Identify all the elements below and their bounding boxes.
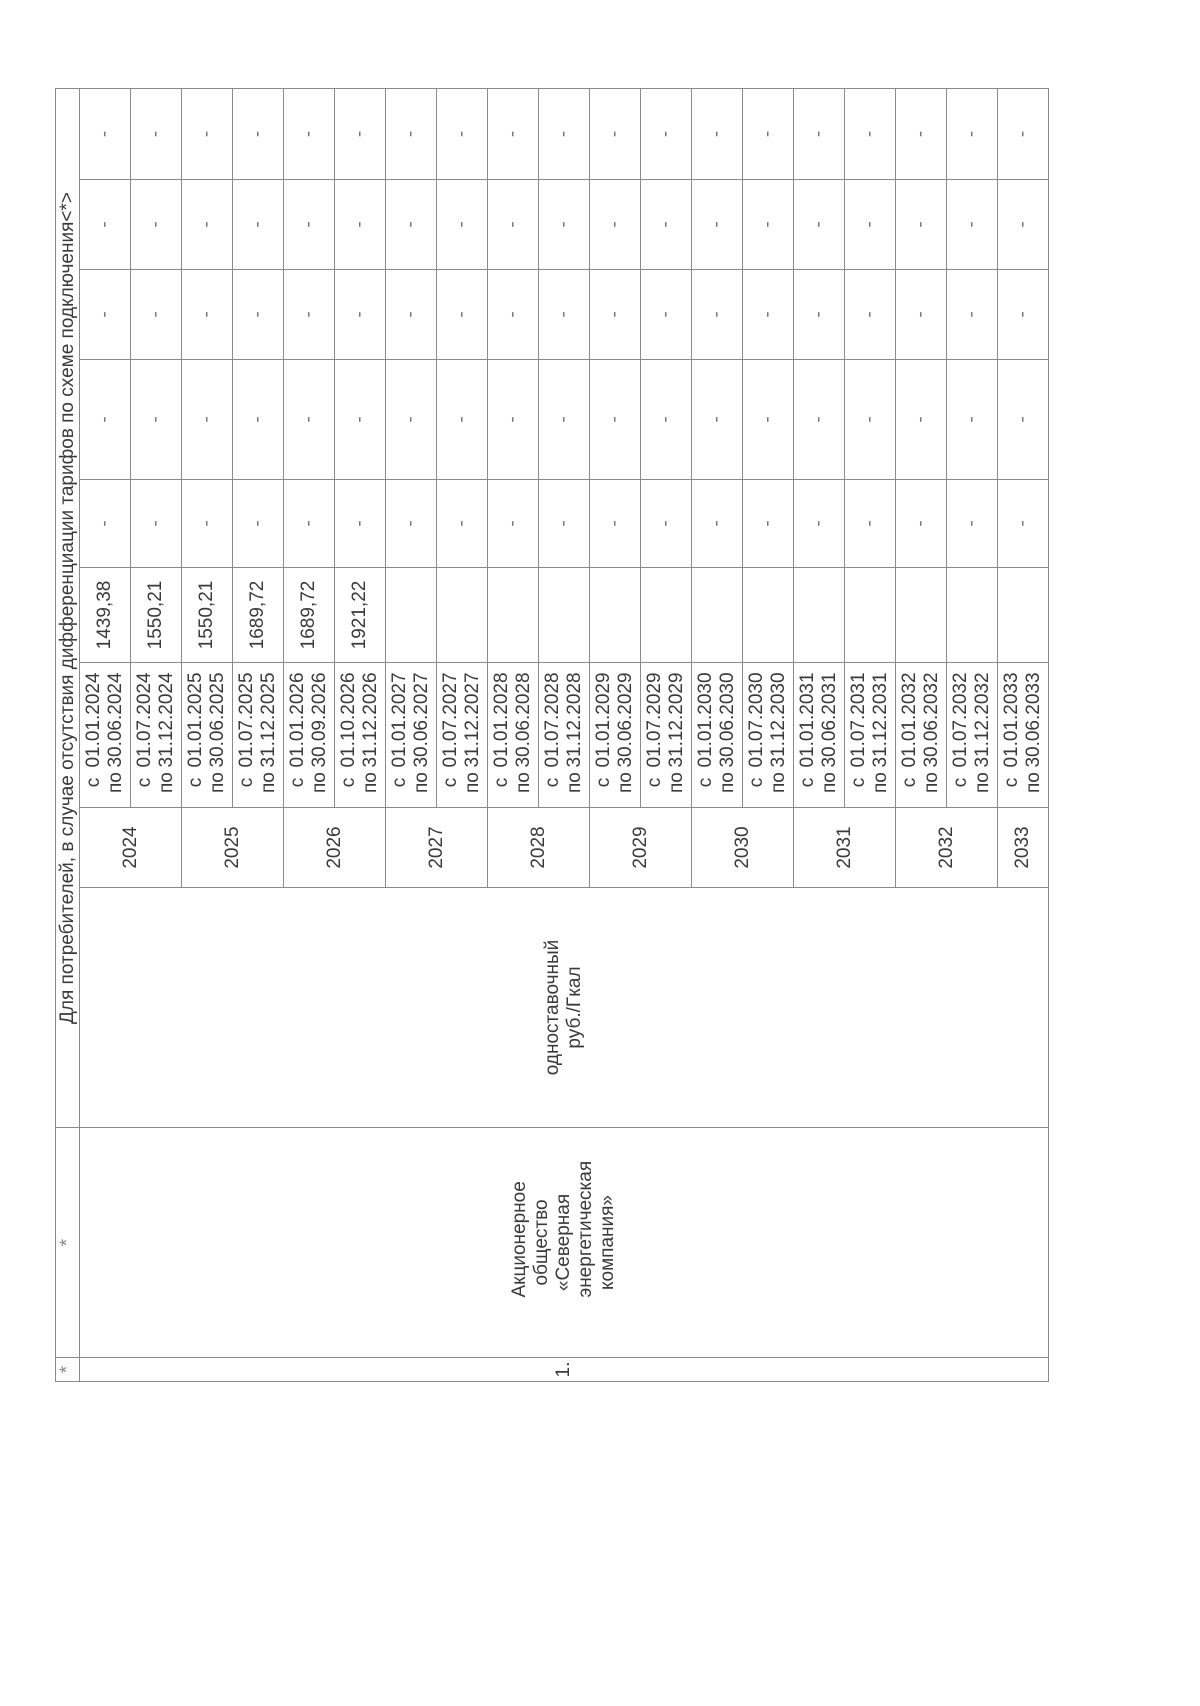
empty-value-dash: - bbox=[539, 270, 590, 360]
empty-value-dash: - bbox=[182, 88, 233, 179]
tariff-rate: 1550,21 bbox=[182, 568, 233, 663]
period-to bbox=[207, 663, 229, 807]
empty-value-dash: - bbox=[335, 360, 386, 480]
tariff-rate bbox=[488, 568, 539, 663]
empty-value-dash: - bbox=[692, 360, 743, 480]
from-date: 01.01.2033 bbox=[1001, 672, 1022, 768]
empty-value-dash: - bbox=[641, 88, 692, 179]
to-word: по bbox=[870, 772, 891, 793]
year-cell: 2032 bbox=[896, 808, 998, 888]
tariff-rate bbox=[845, 568, 896, 663]
empty-value-dash: - bbox=[743, 270, 794, 360]
period-cell bbox=[80, 663, 131, 808]
period-to bbox=[921, 663, 943, 807]
empty-value-dash: - bbox=[641, 480, 692, 568]
empty-value-dash: - bbox=[233, 270, 284, 360]
tariff-rate bbox=[998, 568, 1049, 663]
tariff-rate bbox=[641, 568, 692, 663]
period-from bbox=[746, 663, 768, 807]
empty-value-dash: - bbox=[947, 360, 998, 480]
empty-value-dash: - bbox=[488, 480, 539, 568]
empty-value-dash: - bbox=[845, 180, 896, 270]
empty-value-dash: - bbox=[590, 180, 641, 270]
period-to bbox=[258, 663, 280, 807]
empty-value-dash: - bbox=[692, 180, 743, 270]
period-cell bbox=[590, 663, 641, 808]
to-date: 31.12.2032 bbox=[972, 672, 993, 768]
from-date: 01.01.2027 bbox=[389, 672, 410, 768]
period-from bbox=[491, 663, 513, 807]
empty-value-dash: - bbox=[590, 360, 641, 480]
empty-value-dash: - bbox=[998, 360, 1049, 480]
empty-value-dash: - bbox=[896, 180, 947, 270]
empty-value-dash: - bbox=[284, 480, 335, 568]
tariff-rate bbox=[896, 568, 947, 663]
empty-value-dash: - bbox=[386, 180, 437, 270]
to-word: по bbox=[717, 772, 738, 793]
to-date: 30.06.2029 bbox=[615, 672, 636, 768]
period-to bbox=[513, 663, 535, 807]
to-date: 30.06.2030 bbox=[717, 672, 738, 768]
empty-value-dash: - bbox=[284, 360, 335, 480]
empty-value-dash: - bbox=[794, 270, 845, 360]
empty-value-dash: - bbox=[590, 480, 641, 568]
empty-value-dash: - bbox=[998, 88, 1049, 179]
period-from bbox=[338, 663, 360, 807]
to-word: по bbox=[513, 772, 534, 793]
tariff-rate bbox=[437, 568, 488, 663]
period-cell bbox=[743, 663, 794, 808]
period-cell bbox=[284, 663, 335, 808]
period-from bbox=[797, 663, 819, 807]
empty-value-dash: - bbox=[845, 270, 896, 360]
tariff-rate bbox=[947, 568, 998, 663]
empty-value-dash: - bbox=[947, 480, 998, 568]
to-word: по bbox=[666, 772, 687, 793]
from-word: с bbox=[491, 777, 512, 788]
year-cell: 2033 bbox=[998, 808, 1049, 888]
from-date: 01.07.2028 bbox=[542, 672, 563, 768]
empty-value-dash: - bbox=[80, 88, 131, 179]
section-title: Для потребителей, в случае отсутствия дифференциации тарифов по схеме подключения<*> bbox=[56, 88, 80, 1127]
to-date: 30.06.2028 bbox=[513, 672, 534, 768]
from-date: 01.01.2029 bbox=[593, 672, 614, 768]
period-cell bbox=[386, 663, 437, 808]
period-to bbox=[717, 663, 739, 807]
tariff-rate bbox=[590, 568, 641, 663]
to-date: 30.06.2032 bbox=[921, 672, 942, 768]
period-from bbox=[1001, 663, 1023, 807]
empty-value-dash: - bbox=[947, 180, 998, 270]
empty-value-dash: - bbox=[998, 180, 1049, 270]
period-to bbox=[411, 663, 433, 807]
tariff-rate bbox=[743, 568, 794, 663]
to-word: по bbox=[972, 772, 993, 793]
to-date: 31.12.2031 bbox=[870, 672, 891, 768]
empty-value-dash: - bbox=[794, 88, 845, 179]
from-word: с bbox=[542, 777, 563, 788]
empty-value-dash: - bbox=[488, 88, 539, 179]
to-date: 30.06.2033 bbox=[1023, 672, 1044, 768]
to-word: по bbox=[819, 772, 840, 793]
from-date: 01.01.2031 bbox=[797, 672, 818, 768]
period-cell bbox=[845, 663, 896, 808]
from-date: 01.07.2032 bbox=[950, 672, 971, 768]
period-cell bbox=[641, 663, 692, 808]
period-to bbox=[819, 663, 841, 807]
period-to bbox=[360, 663, 382, 807]
empty-value-dash: - bbox=[437, 88, 488, 179]
from-word: с bbox=[287, 777, 308, 788]
tariff-table-body bbox=[56, 88, 1049, 1381]
to-date: 30.06.2025 bbox=[207, 672, 228, 768]
year-cell: 2025 bbox=[182, 808, 284, 888]
to-word: по bbox=[1023, 772, 1044, 793]
to-date: 30.06.2031 bbox=[819, 672, 840, 768]
tariff-type-kind: одноставочный bbox=[542, 939, 563, 1076]
period-from bbox=[83, 663, 105, 807]
from-date: 01.07.2024 bbox=[134, 672, 155, 768]
from-date: 01.01.2026 bbox=[287, 672, 308, 768]
period-cell bbox=[131, 663, 182, 808]
from-word: с bbox=[848, 777, 869, 788]
to-date: 31.12.2027 bbox=[462, 672, 483, 768]
period-from bbox=[236, 663, 258, 807]
empty-value-dash: - bbox=[488, 270, 539, 360]
tariff-rate: 1550,21 bbox=[131, 568, 182, 663]
from-word: с bbox=[950, 777, 971, 788]
section-header-row bbox=[56, 88, 80, 1381]
to-word: по bbox=[564, 772, 585, 793]
company-name-text: Акционерное общество «Северная энергетическая компания» bbox=[509, 1160, 618, 1298]
period-to bbox=[156, 663, 178, 807]
period-cell bbox=[947, 663, 998, 808]
from-word: с bbox=[593, 777, 614, 788]
empty-value-dash: - bbox=[437, 480, 488, 568]
to-word: по bbox=[309, 772, 330, 793]
empty-value-dash: - bbox=[641, 360, 692, 480]
empty-value-dash: - bbox=[539, 360, 590, 480]
to-word: по bbox=[258, 772, 279, 793]
empty-value-dash: - bbox=[233, 480, 284, 568]
row-number: 1. bbox=[80, 1358, 1049, 1382]
from-word: с bbox=[134, 777, 155, 788]
period-from bbox=[899, 663, 921, 807]
tariff-table bbox=[55, 88, 1049, 1382]
empty-value-dash: - bbox=[896, 88, 947, 179]
empty-value-dash: - bbox=[845, 360, 896, 480]
from-date: 01.07.2027 bbox=[440, 672, 461, 768]
empty-value-dash: - bbox=[386, 360, 437, 480]
from-word: с bbox=[389, 777, 410, 788]
period-cell bbox=[488, 663, 539, 808]
to-word: по bbox=[462, 772, 483, 793]
empty-value-dash: - bbox=[182, 270, 233, 360]
empty-value-dash: - bbox=[743, 360, 794, 480]
empty-value-dash: - bbox=[692, 270, 743, 360]
empty-value-dash: - bbox=[896, 480, 947, 568]
tariff-row bbox=[80, 88, 131, 1381]
from-word: с bbox=[83, 777, 104, 788]
period-cell bbox=[335, 663, 386, 808]
from-date: 01.01.2024 bbox=[83, 672, 104, 768]
empty-value-dash: - bbox=[131, 88, 182, 179]
from-word: с bbox=[695, 777, 716, 788]
period-to bbox=[462, 663, 484, 807]
period-to bbox=[309, 663, 331, 807]
year-cell: 2028 bbox=[488, 808, 590, 888]
empty-value-dash: - bbox=[131, 180, 182, 270]
empty-value-dash: - bbox=[998, 480, 1049, 568]
tariff-type bbox=[80, 888, 1049, 1128]
period-from bbox=[440, 663, 462, 807]
period-from bbox=[389, 663, 411, 807]
from-word: с bbox=[1001, 777, 1022, 788]
from-word: с bbox=[185, 777, 206, 788]
period-cell bbox=[896, 663, 947, 808]
empty-value-dash: - bbox=[539, 480, 590, 568]
empty-value-dash: - bbox=[335, 88, 386, 179]
period-to bbox=[105, 663, 127, 807]
period-from bbox=[134, 663, 156, 807]
period-to bbox=[564, 663, 586, 807]
empty-value-dash: - bbox=[284, 88, 335, 179]
tariff-rate: 1689,72 bbox=[233, 568, 284, 663]
empty-value-dash: - bbox=[488, 180, 539, 270]
from-word: с bbox=[440, 777, 461, 788]
period-cell bbox=[539, 663, 590, 808]
from-date: 01.01.2025 bbox=[185, 672, 206, 768]
empty-value-dash: - bbox=[794, 480, 845, 568]
tariff-rate bbox=[539, 568, 590, 663]
empty-value-dash: - bbox=[335, 480, 386, 568]
period-from bbox=[695, 663, 717, 807]
empty-value-dash: - bbox=[539, 180, 590, 270]
empty-value-dash: - bbox=[335, 180, 386, 270]
from-date: 01.01.2028 bbox=[491, 672, 512, 768]
empty-value-dash: - bbox=[845, 88, 896, 179]
empty-value-dash: - bbox=[590, 270, 641, 360]
to-word: по bbox=[156, 772, 177, 793]
empty-value-dash: - bbox=[641, 270, 692, 360]
empty-value-dash: - bbox=[437, 270, 488, 360]
period-from bbox=[542, 663, 564, 807]
empty-value-dash: - bbox=[896, 360, 947, 480]
tariff-rate bbox=[386, 568, 437, 663]
empty-value-dash: - bbox=[233, 88, 284, 179]
empty-value-dash: - bbox=[233, 360, 284, 480]
period-cell bbox=[794, 663, 845, 808]
to-date: 31.12.2026 bbox=[360, 672, 381, 768]
empty-value-dash: - bbox=[437, 180, 488, 270]
to-word: по bbox=[921, 772, 942, 793]
tariff-rate: 1689,72 bbox=[284, 568, 335, 663]
to-word: по bbox=[360, 772, 381, 793]
period-cell bbox=[998, 663, 1049, 808]
period-from bbox=[287, 663, 309, 807]
to-date: 31.12.2024 bbox=[156, 672, 177, 768]
empty-value-dash: - bbox=[692, 88, 743, 179]
year-cell: 2027 bbox=[386, 808, 488, 888]
from-date: 01.10.2026 bbox=[338, 672, 359, 768]
tariff-rate bbox=[794, 568, 845, 663]
empty-value-dash: - bbox=[131, 360, 182, 480]
period-from bbox=[644, 663, 666, 807]
year-cell: 2026 bbox=[284, 808, 386, 888]
empty-value-dash: - bbox=[335, 270, 386, 360]
year-cell: 2029 bbox=[590, 808, 692, 888]
empty-value-dash: - bbox=[386, 270, 437, 360]
from-date: 01.07.2029 bbox=[644, 672, 665, 768]
empty-value-dash: - bbox=[641, 180, 692, 270]
empty-value-dash: - bbox=[743, 88, 794, 179]
empty-value-dash: - bbox=[386, 88, 437, 179]
empty-value-dash: - bbox=[131, 270, 182, 360]
empty-value-dash: - bbox=[131, 480, 182, 568]
period-to bbox=[768, 663, 790, 807]
from-word: с bbox=[797, 777, 818, 788]
from-date: 01.01.2030 bbox=[695, 672, 716, 768]
empty-value-dash: - bbox=[743, 180, 794, 270]
period-cell bbox=[182, 663, 233, 808]
period-to bbox=[1023, 663, 1045, 807]
from-date: 01.01.2032 bbox=[899, 672, 920, 768]
from-date: 01.07.2030 bbox=[746, 672, 767, 768]
period-to bbox=[615, 663, 637, 807]
empty-value-dash: - bbox=[284, 270, 335, 360]
empty-value-dash: - bbox=[590, 88, 641, 179]
year-cell: 2031 bbox=[794, 808, 896, 888]
empty-value-dash: - bbox=[386, 480, 437, 568]
from-date: 01.07.2031 bbox=[848, 672, 869, 768]
to-word: по bbox=[105, 772, 126, 793]
to-date: 30.09.2026 bbox=[309, 672, 330, 768]
period-to bbox=[972, 663, 994, 807]
rotated-tariff-table bbox=[55, 89, 1055, 1382]
to-date: 30.06.2024 bbox=[105, 672, 126, 768]
empty-value-dash: - bbox=[692, 480, 743, 568]
year-cell: 2030 bbox=[692, 808, 794, 888]
empty-value-dash: - bbox=[80, 270, 131, 360]
to-date: 31.12.2030 bbox=[768, 672, 789, 768]
period-from bbox=[185, 663, 207, 807]
empty-value-dash: - bbox=[794, 180, 845, 270]
empty-value-dash: - bbox=[80, 180, 131, 270]
tariff-rate bbox=[692, 568, 743, 663]
empty-value-dash: - bbox=[182, 180, 233, 270]
stub-cell: * bbox=[56, 1128, 80, 1358]
from-date: 01.07.2025 bbox=[236, 672, 257, 768]
to-word: по bbox=[411, 772, 432, 793]
company-name bbox=[80, 1128, 1049, 1358]
period-cell bbox=[233, 663, 284, 808]
tariff-rate: 1921,22 bbox=[335, 568, 386, 663]
empty-value-dash: - bbox=[80, 360, 131, 480]
to-date: 30.06.2027 bbox=[411, 672, 432, 768]
period-from bbox=[950, 663, 972, 807]
to-word: по bbox=[207, 772, 228, 793]
from-word: с bbox=[899, 777, 920, 788]
period-from bbox=[593, 663, 615, 807]
empty-value-dash: - bbox=[947, 88, 998, 179]
empty-value-dash: - bbox=[743, 480, 794, 568]
empty-value-dash: - bbox=[845, 480, 896, 568]
to-word: по bbox=[768, 772, 789, 793]
stub-cell: * bbox=[56, 1358, 80, 1382]
empty-value-dash: - bbox=[437, 360, 488, 480]
period-to bbox=[666, 663, 688, 807]
tariff-rate: 1439,38 bbox=[80, 568, 131, 663]
from-word: с bbox=[644, 777, 665, 788]
to-date: 31.12.2025 bbox=[258, 672, 279, 768]
empty-value-dash: - bbox=[182, 360, 233, 480]
from-word: с bbox=[338, 777, 359, 788]
from-word: с bbox=[746, 777, 767, 788]
period-from bbox=[848, 663, 870, 807]
empty-value-dash: - bbox=[80, 480, 131, 568]
tariff-type-unit: руб./Гкал bbox=[564, 966, 585, 1049]
empty-value-dash: - bbox=[233, 180, 284, 270]
empty-value-dash: - bbox=[488, 360, 539, 480]
period-to bbox=[870, 663, 892, 807]
to-date: 31.12.2028 bbox=[564, 672, 585, 768]
empty-value-dash: - bbox=[947, 270, 998, 360]
empty-value-dash: - bbox=[998, 270, 1049, 360]
year-cell: 2024 bbox=[80, 808, 182, 888]
period-cell bbox=[692, 663, 743, 808]
from-word: с bbox=[236, 777, 257, 788]
to-date: 31.12.2029 bbox=[666, 672, 687, 768]
period-cell bbox=[437, 663, 488, 808]
empty-value-dash: - bbox=[794, 360, 845, 480]
to-word: по bbox=[615, 772, 636, 793]
empty-value-dash: - bbox=[182, 480, 233, 568]
empty-value-dash: - bbox=[896, 270, 947, 360]
empty-value-dash: - bbox=[539, 88, 590, 179]
empty-value-dash: - bbox=[284, 180, 335, 270]
